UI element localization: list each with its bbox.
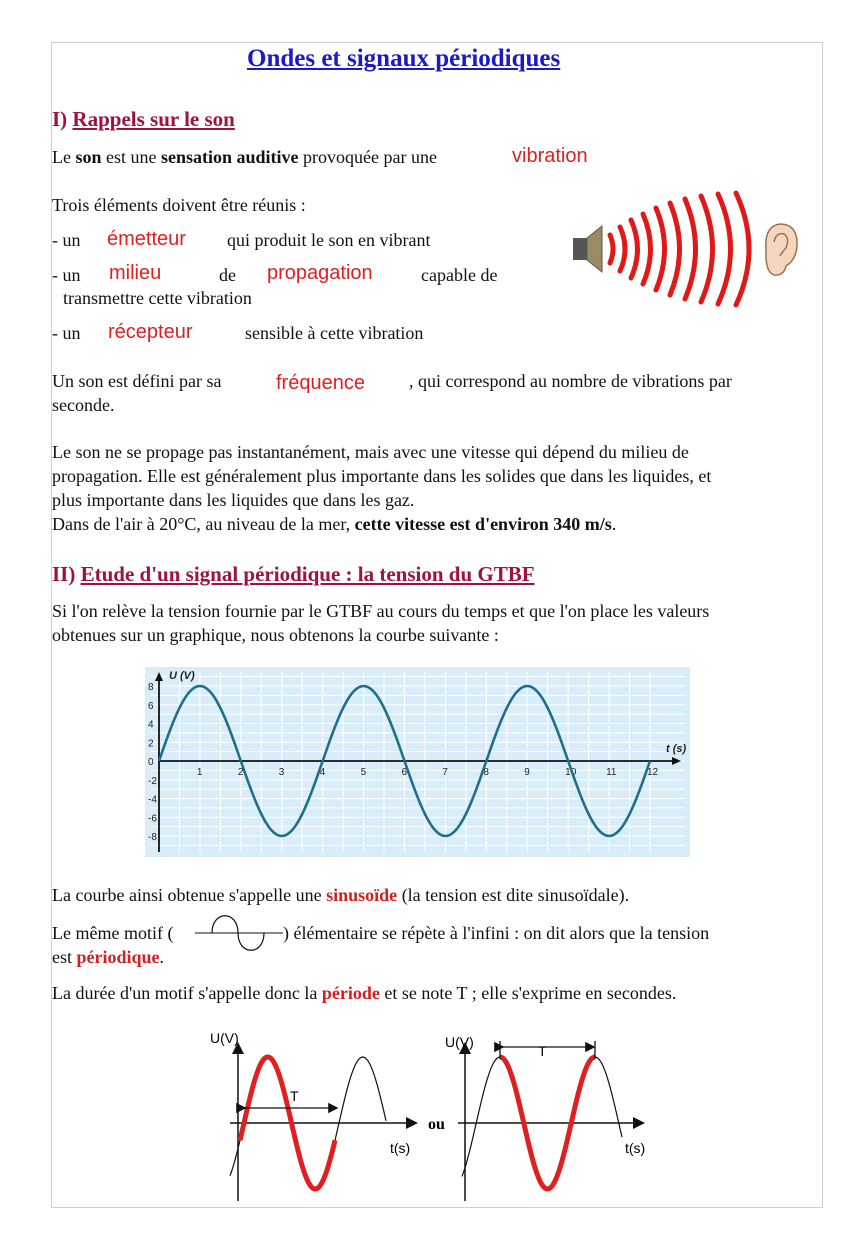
x-tick-label: 7	[442, 767, 448, 778]
fill-vibration: vibration	[512, 145, 588, 167]
x-tick-label: 10	[565, 767, 577, 778]
speed-line2: propagation. Elle est généralement plus importante dans les solides que dans les liquides, et	[52, 466, 712, 486]
motif-text-a: Le même motif (	[52, 923, 174, 943]
y-tick-label: -6	[148, 813, 157, 825]
y-tick-label: 6	[148, 700, 154, 712]
motif-text-c: est périodique.	[52, 947, 165, 967]
elements-intro: Trois éléments doivent être réunis :	[52, 195, 306, 215]
x-tick-label: 3	[278, 767, 285, 778]
period-diagrams	[200, 1025, 670, 1203]
motif-text-b: ) élémentaire se répète à l'infini : on dit alors que la tension	[283, 923, 710, 943]
item2-prefix: - un	[52, 265, 81, 285]
x-tick-label: 11	[606, 767, 617, 778]
left-period-label: T	[290, 1088, 299, 1104]
right-period-label: T	[538, 1043, 547, 1059]
section2-number: II)	[52, 562, 76, 586]
section1-title: Rappels sur le son	[72, 107, 235, 131]
x-tick-label: 1	[196, 767, 203, 778]
y-tick-label: 8	[148, 682, 154, 693]
x-tick-label: 2	[237, 767, 244, 778]
speaker-icon	[573, 226, 602, 272]
section1-heading	[52, 107, 235, 132]
freq-text-c: seconde.	[52, 395, 115, 415]
speed-line4: Dans de l'air à 20°C, au niveau de la mer, cette vitesse est d'environ 340 m/s.	[52, 514, 617, 534]
section2-title: Etude d'un signal périodique : la tension du GTBF	[80, 562, 535, 586]
left-ylabel: U(V)	[210, 1030, 239, 1046]
section1-number: I)	[52, 107, 68, 131]
y-tick-label: -4	[148, 794, 157, 806]
item2-text: capable de	[421, 265, 498, 285]
item1-text: qui produit le son en vibrant	[227, 230, 431, 250]
fill-emetteur: émetteur	[107, 228, 186, 250]
periode-text: La durée d'un motif s'appelle donc la période et se note T ; elle s'exprime en secondes.	[52, 983, 677, 1003]
right-ylabel: U(V)	[445, 1034, 474, 1050]
x-tick-label: 12	[647, 767, 659, 778]
page-title: Ondes et signaux périodiques	[247, 45, 561, 72]
freq-text-b: , qui correspond au nombre de vibrations par	[409, 371, 732, 391]
item3-prefix: - un	[52, 323, 81, 343]
motif-icon	[195, 908, 285, 958]
chart-ylabel: U (V)	[169, 670, 195, 682]
right-xlabel: t(s)	[625, 1140, 646, 1156]
x-tick-label: 5	[360, 767, 367, 778]
y-tick-label: 2	[148, 738, 154, 750]
voltage-chart	[145, 667, 690, 857]
item3-text: sensible à cette vibration	[245, 323, 424, 343]
section2-heading	[52, 562, 535, 587]
y-tick-label: -8	[148, 832, 157, 843]
item1-prefix: - un	[52, 230, 81, 250]
fill-propagation: propagation	[267, 262, 373, 284]
sound-definition: Le son est une sensation auditive provoquée par une	[52, 147, 437, 167]
fill-frequence: fréquence	[276, 372, 365, 394]
fill-milieu: milieu	[109, 262, 162, 284]
y-tick-label: -2	[148, 775, 157, 787]
period-diagram-right	[445, 1034, 645, 1201]
y-tick-label: 0	[148, 757, 154, 768]
speed-line3: plus importante dans les liquides que dans les gaz.	[52, 490, 415, 510]
speed-line1: Le son ne se propage pas instantanément, mais avec une vitesse qui dépend du milieu de	[52, 442, 689, 462]
item2-text-line2: transmettre cette vibration	[63, 288, 252, 308]
speaker-ear-illustration	[570, 190, 810, 310]
x-tick-label: 4	[319, 767, 326, 778]
left-xlabel: t(s)	[390, 1140, 411, 1156]
y-tick-label: 4	[148, 719, 154, 731]
period-diagram-left	[210, 1030, 415, 1201]
sinusoide-text: La courbe ainsi obtenue s'appelle une sinusoïde (la tension est dite sinusoïdale).	[52, 885, 630, 905]
ear-icon	[766, 224, 797, 275]
x-tick-label: 8	[483, 767, 489, 778]
freq-text-a: Un son est défini par sa	[52, 371, 222, 391]
x-tick-label: 9	[524, 767, 530, 778]
gtbf-line1: Si l'on relève la tension fournie par le GTBF au cours du temps et que l'on place les valeurs	[52, 601, 710, 621]
item2-de: de	[219, 265, 236, 285]
x-tick-label: 6	[401, 767, 408, 778]
chart-xlabel: t (s)	[666, 743, 687, 755]
ou-label: ou	[428, 1116, 445, 1133]
fill-recepteur: récepteur	[108, 321, 193, 343]
sound-waves-icon	[610, 193, 749, 305]
gtbf-line2: obtenues sur un graphique, nous obtenons la courbe suivante :	[52, 625, 499, 645]
